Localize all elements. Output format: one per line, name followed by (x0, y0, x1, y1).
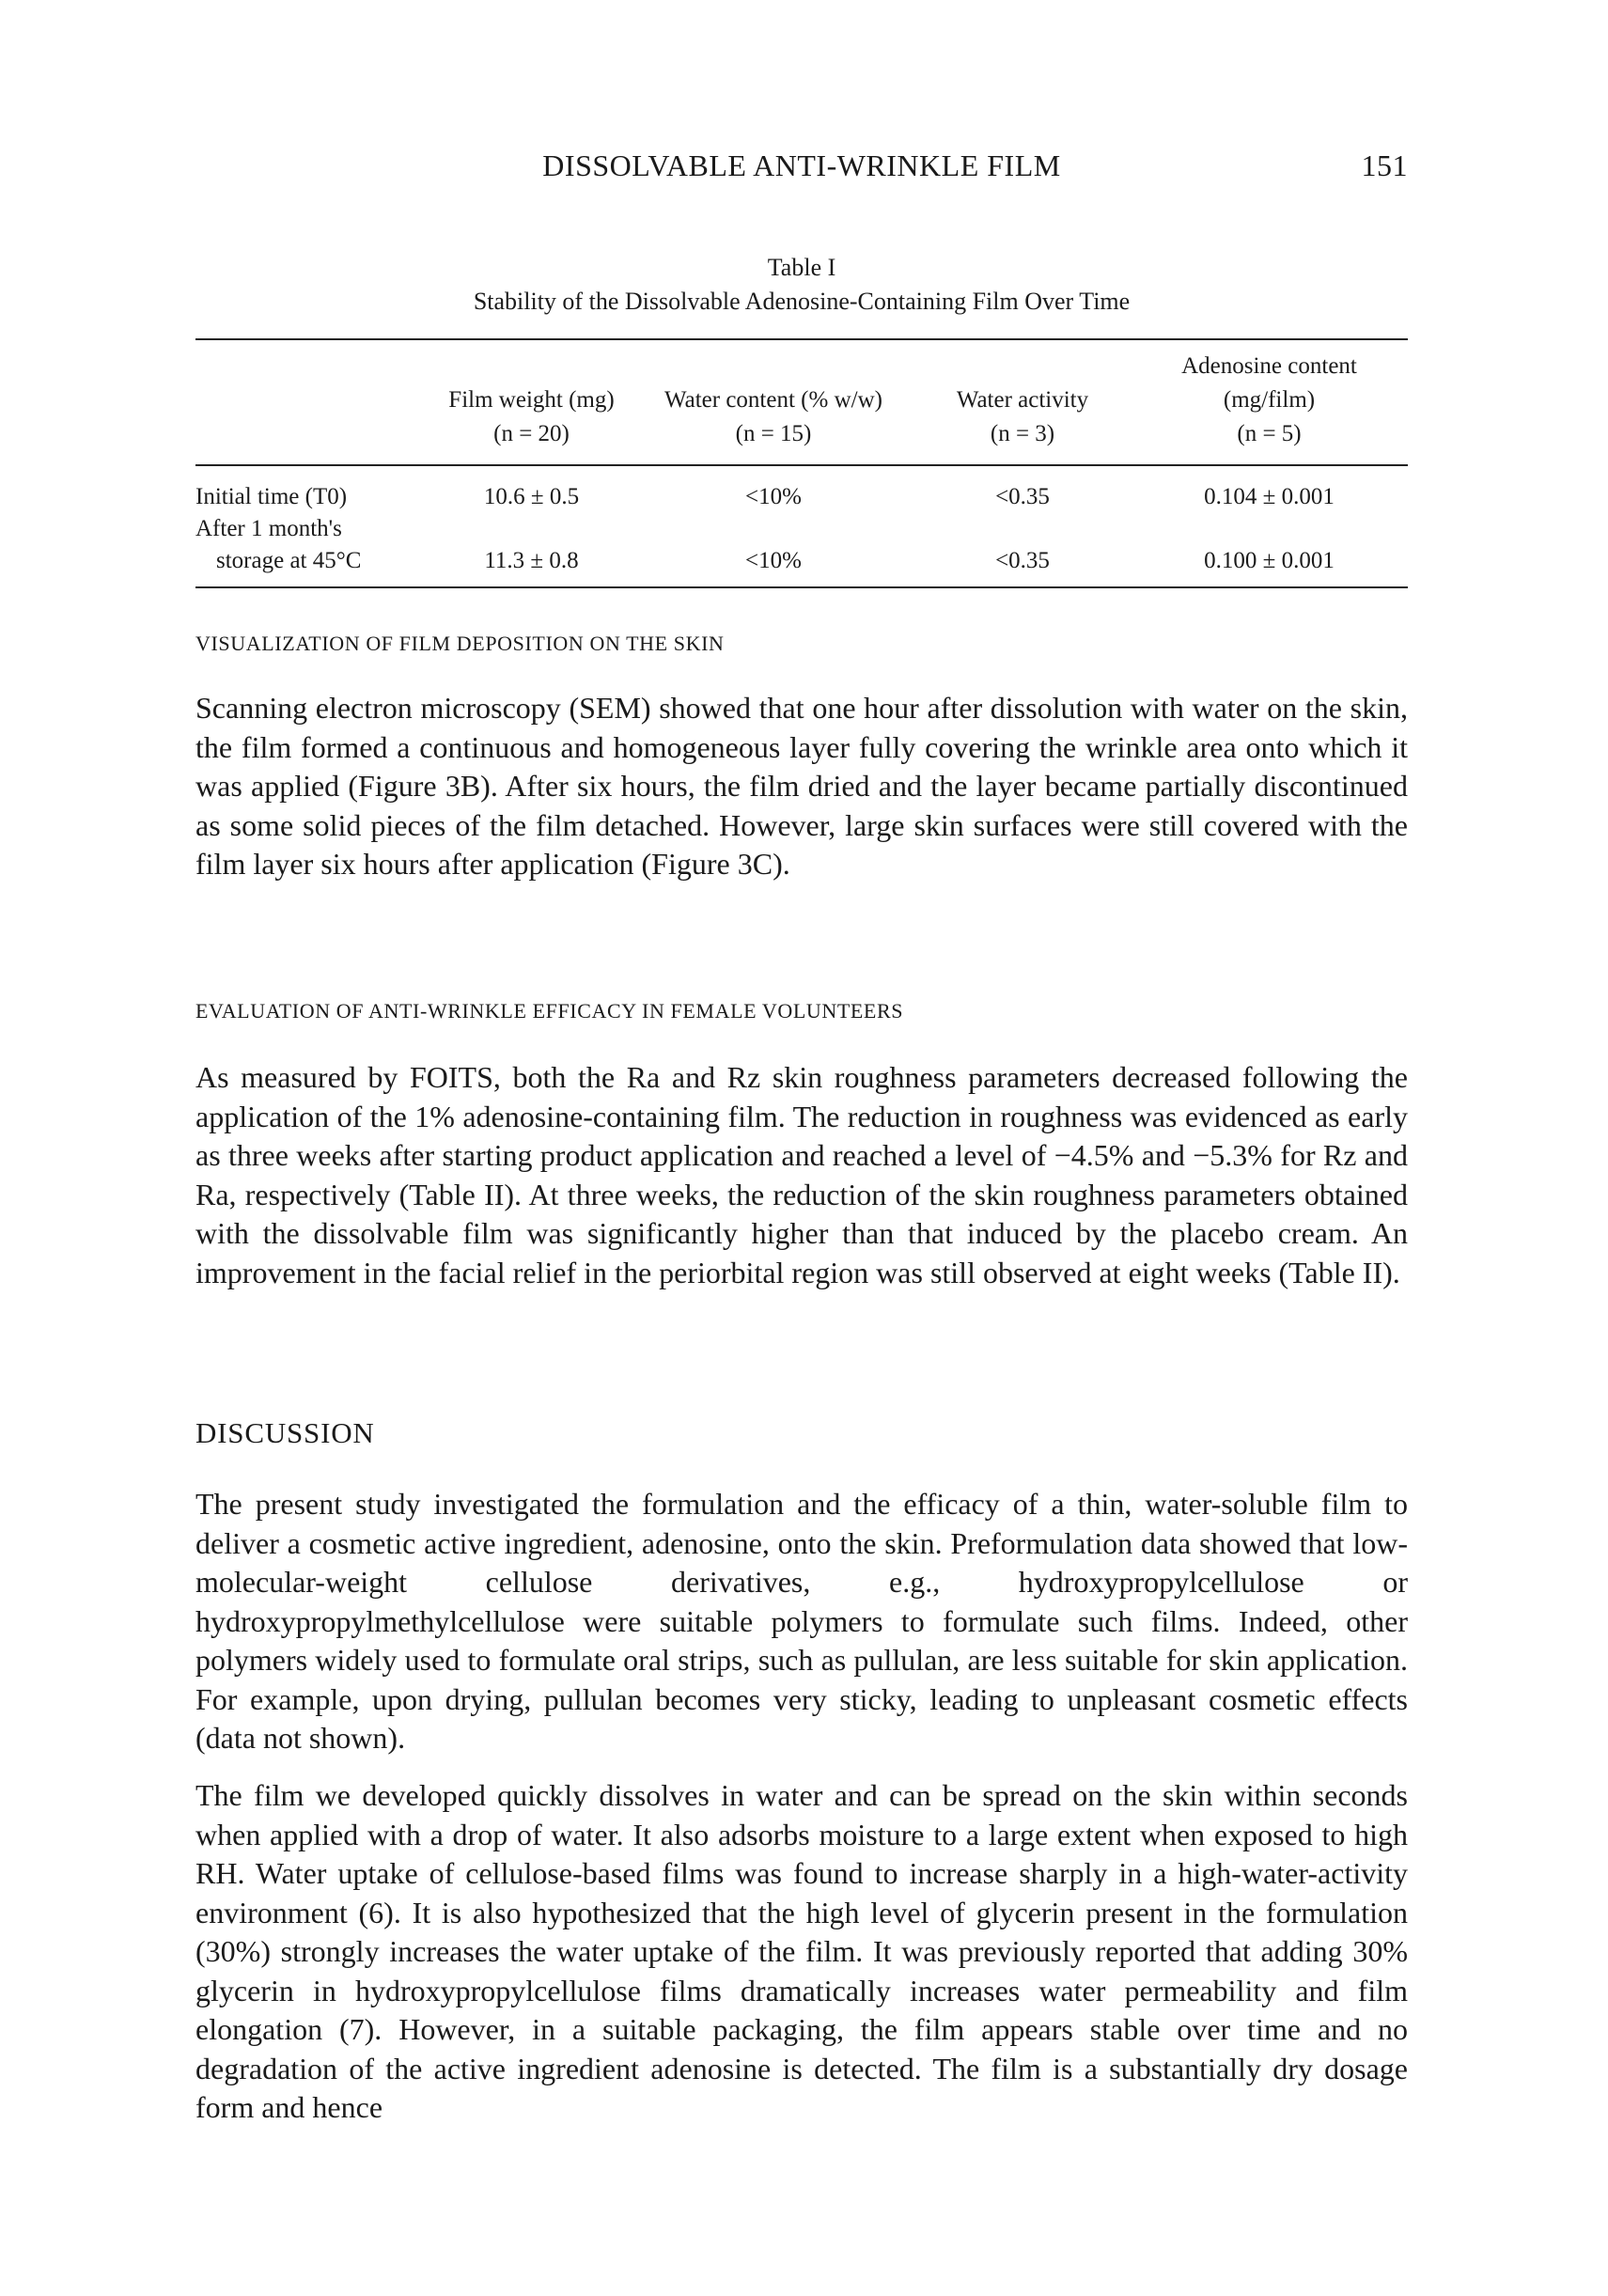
section-heading-discussion: DISCUSSION (195, 1416, 375, 1449)
table-cell: 0.100 ± 0.001 (1204, 548, 1335, 573)
row-label (195, 465, 430, 513)
header-water-activity (914, 339, 1131, 465)
row-label-line: storage at 45°C (216, 548, 362, 573)
header-water-content (632, 339, 914, 465)
stability-table (195, 338, 1408, 588)
running-title: DISSOLVABLE ANTI-WRINKLE FILM (542, 148, 1061, 182)
header-line: (mg/film) (1223, 387, 1316, 413)
header-adenosine-content (1131, 339, 1408, 465)
table-cell: <0.35 (995, 548, 1050, 573)
table-label: Table I (767, 254, 836, 281)
header-line: Water activity (956, 387, 1089, 413)
table-row (195, 465, 1408, 513)
header-line: (n = 3) (990, 421, 1055, 446)
table-cell: 0.104 ± 0.001 (1204, 484, 1335, 509)
table-cell: <10% (745, 548, 802, 573)
paragraph-discussion-1: The present study investigated the formulation and the efficacy of a thin, water-soluble film to deliver a cosmetic active ingredient, adenosine, onto the skin. Preformulation data showed that low-molecular-weight cellulose derivatives, e.g., hydroxypropylcellulose or hydroxypropylmethylcellulose were suitable polymers to formulate such films. Indeed, other polymers widely used to formulate oral strips, such as pullulan, are less suitable for skin application. For example, upon drying, pullulan becomes very sticky, leading to unpleasant cosmetic effects (data not shown). (195, 1487, 1408, 1755)
page-number: 151 (1361, 148, 1408, 182)
table-cell: 10.6 ± 0.5 (483, 484, 580, 509)
header-film-weight (430, 339, 632, 465)
header-line: (n = 5) (1237, 421, 1302, 446)
header-line: (n = 20) (493, 421, 570, 446)
table-cell: <0.35 (995, 484, 1050, 509)
header-line: (n = 15) (735, 421, 812, 446)
section-heading-evaluation: EVALUATION OF ANTI-WRINKLE EFFICACY IN FEMALE VOLUNTEERS (195, 999, 904, 1023)
row-label (195, 513, 430, 587)
row-label-line: After 1 month's (195, 516, 342, 541)
header-empty (195, 339, 430, 465)
table-1 (195, 252, 1408, 588)
table-cell: <10% (745, 484, 802, 509)
paragraph-discussion-2: The film we developed quickly dissolves in water and can be spread on the skin within seconds when applied with a drop of water. It also adsorbs moisture to a large extent when exposed to high RH. Water uptake of cellulose-based films was found to increase sharply in a high-water-activity environment (6). It is also hypothesized that the high level of glycerin present in the formulation (30%) strongly increases the water uptake of the film. It was previously reported that adding 30% glycerin in hydroxypropylcellulose films dramatically increases water permeability and film elongation (7). However, in a suitable packaging, the film appears stable over time and no degradation of the active ingredient adenosine is detected. The film is a substantially dry dosage form and hence (195, 1778, 1408, 2124)
header-line: Adenosine content (1181, 353, 1357, 379)
table-row (195, 513, 1408, 587)
header-line: Water content (% w/w) (664, 387, 882, 413)
paragraph-evaluation: As measured by FOITS, both the Ra and Rz skin roughness parameters decreased following the application of the 1% adenosine-containing film. The reduction in roughness was evidenced as early as three weeks after starting product application and reached a level of −4.5% and −5.3% for Rz and Ra, respectively (Table II). At three weeks, the reduction of the skin roughness parameters obtained with the dissolvable film was significantly higher than that induced by the placebo cream. An improvement in the facial relief in the periorbital region was still observed at eight weeks (Table II). (195, 1060, 1408, 1289)
section-heading-visualization: VISUALIZATION OF FILM DEPOSITION ON THE SKIN (195, 632, 725, 655)
table-cell: 11.3 ± 0.8 (484, 548, 579, 573)
row-label-line: Initial time (T0) (195, 484, 348, 509)
table-header-row (195, 339, 1408, 465)
running-head (195, 148, 1408, 186)
table-caption: Stability of the Dissolvable Adenosine-Containing Film Over Time (473, 288, 1131, 315)
paragraph-visualization: Scanning electron microscopy (SEM) showed that one hour after dissolution with water on the skin, the film formed a continuous and homogeneous layer fully covering the wrinkle area onto which it was applied (Figure 3B). After six hours, the film dried and the layer became partially discontinued as some solid pieces of the film detached. However, large skin surfaces were still covered with the film layer six hours after application (Figure 3C). (195, 691, 1408, 881)
header-line: Film weight (mg) (448, 387, 615, 413)
